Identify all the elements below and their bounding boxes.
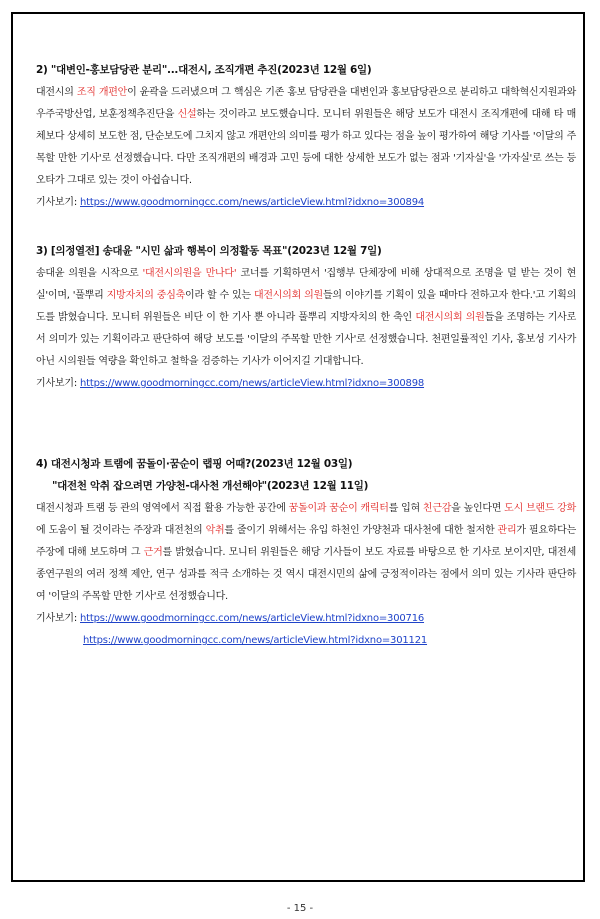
paragraph-text: 들을 조명하는 기사로서 의미가 있는 기획이라고 판단하여 해당 보도를 '이달의 주목할 만한 기사'로 선정했습니다. 천편일률적인 기사, 홍보성 기사가 아닌 시의원들 역량을 확인하고 철학을 검증하는 기사가 이어지길 기대합니다.	[36, 312, 576, 367]
section-3	[36, 243, 576, 395]
paragraph-text: 코너를 기획하면서 '집행부 단체장에 비해 상대적으로 조명을 덜 받는 것이 현실'이며, '풀뿌리	[36, 268, 576, 301]
highlighted-text: 근거	[143, 547, 163, 558]
paragraph-text: 이라 할 수 있는	[185, 290, 254, 301]
highlighted-text: 악취	[205, 525, 225, 536]
section-paragraph	[36, 82, 576, 192]
highlighted-text: 지방자치의 중심축	[106, 290, 186, 301]
paragraph-text: 들의 이야기를 기획이 있을 때마다 전하고자 한다.'고 기획의도를 밝혔습니다. 모니터 위원들은 비단 이 한 기사 뿐 아니라 풀뿌리 지방자치의 한 축인	[36, 290, 576, 323]
paragraph-text: 송대윤 의원을 시작으로	[36, 268, 143, 279]
highlighted-text: 관리	[497, 525, 517, 536]
highlighted-text: 조직 개편안	[76, 87, 128, 98]
paragraph-text: 을 높인다면	[451, 503, 505, 514]
paragraph-text: 를 줄이기 위해서는 유입 하천인 가양천과 대사천에 대한 철저한	[224, 525, 498, 536]
section-subheading: "대전천 악취 잡으려면 가양천-대사천 개선해야"(2023년 12월 11일)	[52, 480, 369, 492]
article-link[interactable]: https://www.goodmorningcc.com/news/articleView.html?idxno=301121	[83, 635, 428, 646]
paragraph-text: 이 윤곽을 드러냈으며 그 핵심은 기존 홍보 담당관을 대변인과 홍보담당관으로 분리하고 대학혁신지원과와 우주국방산업, 보훈정책추진단을	[36, 87, 577, 120]
paragraph-text: 를 입혀	[388, 503, 423, 514]
highlighted-text: 대전시의회 의원	[415, 312, 485, 323]
highlighted-text: 신설	[177, 109, 197, 120]
article-link[interactable]: https://www.goodmorningcc.com/news/articleView.html?idxno=300716	[80, 613, 425, 624]
paragraph-text: 를 밝혔습니다. 모니터 위원들은 해당 기사들이 보도 자료를 바탕으로 한 기사로 보이지만, 대전세종연구원의 여러 정책 제안, 연구 성과를 적극 소개하는 것 역시 대전시민의 삶에 긍정적이라는 점에서 의미 있는 기사라 판단하여 '이달의 주목할 만한 기사'로 선정했습니다.	[36, 547, 576, 602]
section-paragraph	[36, 263, 576, 373]
section-heading: 4) 대전시청과 트램에 꿈돌이·꿈순이 랩핑 어때?(2023년 12월 03일)	[36, 458, 353, 470]
highlighted-text: 꿈돌이과 꿈순이 캐릭터	[288, 503, 389, 514]
highlighted-text: 대전시의회 의원	[253, 290, 323, 301]
paragraph-text: 대전시의	[36, 87, 77, 98]
section-paragraph	[36, 498, 576, 608]
link-label: 기사보기:	[36, 613, 78, 624]
section-heading: 2) "대변인-홍보담당관 분리"...대전시, 조직개편 추진(2023년 12월 6일)	[36, 64, 372, 76]
article-link[interactable]: https://www.goodmorningcc.com/news/articleView.html?idxno=300894	[80, 197, 425, 208]
article-links	[36, 192, 576, 214]
article-link[interactable]: https://www.goodmorningcc.com/news/articleView.html?idxno=300898	[80, 378, 425, 389]
highlighted-text: 친근감	[422, 503, 452, 514]
article-links	[36, 608, 576, 630]
link-label: 기사보기:	[36, 197, 78, 208]
section-2	[36, 62, 576, 214]
paragraph-text: 하는 것이라고 보도했습니다. 모니터 위원들은 해당 보도가 대전시 조직개편에 대해 타 매체보다 상세히 보도한 점, 단순보도에 그치지 않고 개편안의 의미를 평가 하고 있다는 점을 높이 평가하여 해당 기사를 '이달의 주목할 만한 기사'로 선정했습니다. 다만 조직개편의 배경과 고민 등에 대한 상세한 보도가 없는 점과 '기자실'을 '가자실'로 쓰는 등 오타가 그대로 있는 것이 아쉽습니다.	[36, 109, 576, 186]
paragraph-text: 가 필요하다는 주장에 대해 보도하며 그	[36, 525, 576, 558]
paragraph-text: 대전시청과 트램 등 관의 영역에서 직접 활용 가능한 공간에	[36, 503, 289, 514]
paragraph-text: 에 도움이 될 것이라는 주장과 대전천의	[36, 525, 206, 536]
highlighted-text: '대전시의원을 만나다'	[142, 268, 237, 279]
section-4	[36, 456, 576, 652]
article-links	[36, 630, 576, 652]
article-links	[36, 373, 576, 395]
page-number: - 15 -	[286, 903, 314, 914]
highlighted-text: 도시 브랜드 강화	[504, 503, 576, 514]
section-heading: 3) [의정열전] 송대윤 "시민 삶과 행복이 의정활동 목표"(2023년 12월 7일)	[36, 245, 382, 257]
link-label: 기사보기:	[36, 378, 78, 389]
